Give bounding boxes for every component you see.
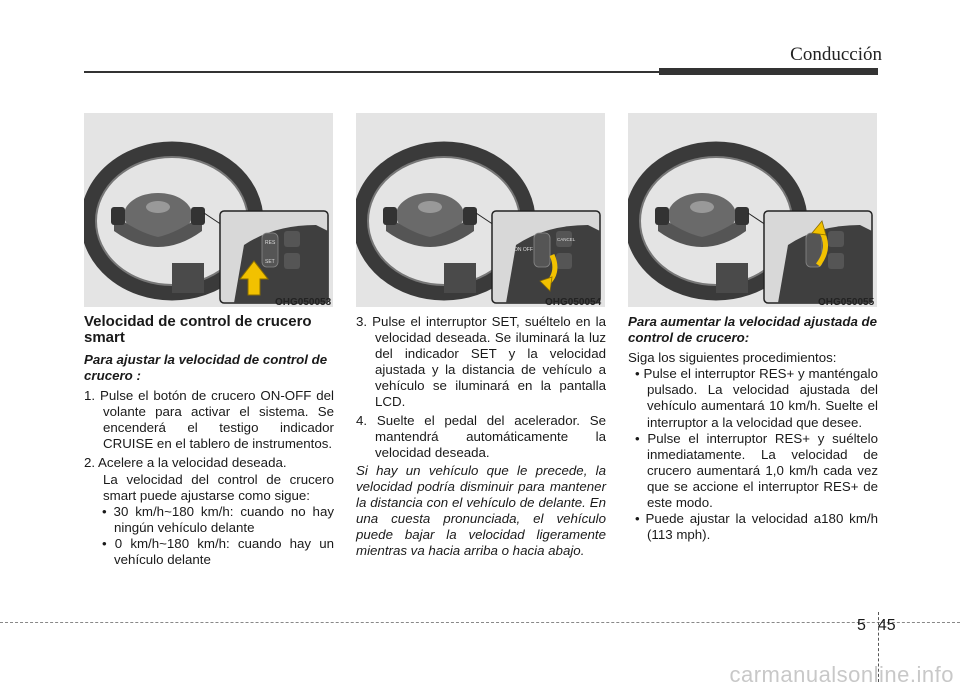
- step-4: 4. Suelte el pedal del acelerador. Se mantendrá automáticamente la velocidad deseada.: [356, 412, 606, 460]
- text-column-1: [84, 314, 334, 568]
- res-switch-label: RES: [265, 240, 276, 246]
- watermark: carmanualsonline.info: [729, 662, 954, 687]
- section-title: Conducción: [790, 44, 882, 65]
- subheading: Para ajustar la velocidad de control de crucero :: [84, 352, 328, 384]
- list-item: • 30 km/h~180 km/h: cuando no hay ningún vehículo delante: [102, 503, 334, 535]
- intro-text: Siga los siguientes procedimientos:: [628, 350, 837, 366]
- figure-caption-1: OHG050053: [275, 297, 332, 308]
- list-item: • Pulse el interruptor RES+ y suéltelo inmediatamente. La velocidad de crucero aumentará 1,0 km/h cada vez que se accione el interruptor RES+ de este modo.: [635, 430, 878, 511]
- onoff-switch-label: ON OFF: [514, 247, 533, 253]
- section-number: 5: [857, 617, 866, 634]
- step-3: 3. Pulse el interruptor SET, suéltelo en la velocidad deseada. Se iluminará la luz del indicador SET y la velocidad ajustada y la distancia de vehículo a vehículo se iluminará en la pantalla LCD.: [356, 314, 606, 410]
- page-number: [857, 617, 896, 635]
- steering-wheel-figure-3: [628, 113, 877, 307]
- page-num: 45: [877, 617, 896, 634]
- section-heading: Velocidad de control de crucero smart: [84, 313, 312, 346]
- list-item: • Puede ajustar la velocidad a180 km/h (113 mph).: [635, 511, 878, 543]
- footer-rule: [0, 622, 960, 623]
- figure-caption-3: OHG050055: [818, 297, 875, 308]
- cancel-switch-label: CANCEL: [557, 237, 576, 242]
- steering-wheel-figure-1: [84, 113, 333, 307]
- header-rule-bold: [659, 68, 878, 75]
- text-column-3: [628, 314, 878, 543]
- note: Si hay un vehículo que le precede, la velocidad podría disminuir para mantener la distancia con el vehículo de delante. En una cuesta pronunciada, el vehículo puede bajar la velocidad ligeramente mientras va hacia arriba o hacia abajo.: [356, 462, 606, 559]
- step-1: 1. Pulse el botón de crucero ON-OFF del volante para activar el sistema. Se encenderá el testigo indicador CRUISE en el tablero de instrumentos.: [84, 388, 334, 452]
- step-2-text: La velocidad del control de crucero smart puede ajustarse como sigue:: [103, 471, 334, 503]
- set-switch-label: SET: [265, 259, 275, 265]
- step-2: 2. Acelere a la velocidad deseada.: [84, 454, 287, 470]
- steering-wheel-figure-2: [356, 113, 605, 307]
- list-item: • 0 km/h~180 km/h: cuando hay un vehículo delante: [102, 536, 334, 568]
- subheading: Para aumentar la velocidad ajustada de control de crucero:: [628, 314, 878, 346]
- figure-caption-2: OHG050054: [545, 297, 602, 308]
- list-item: • Pulse el interruptor RES+ y manténgalo pulsado. La velocidad ajustada del vehículo aumentará 10 km/h. Suelte el interruptor a la velocidad que desee.: [635, 366, 878, 430]
- text-column-2: [356, 314, 606, 559]
- header-rule: [84, 71, 659, 73]
